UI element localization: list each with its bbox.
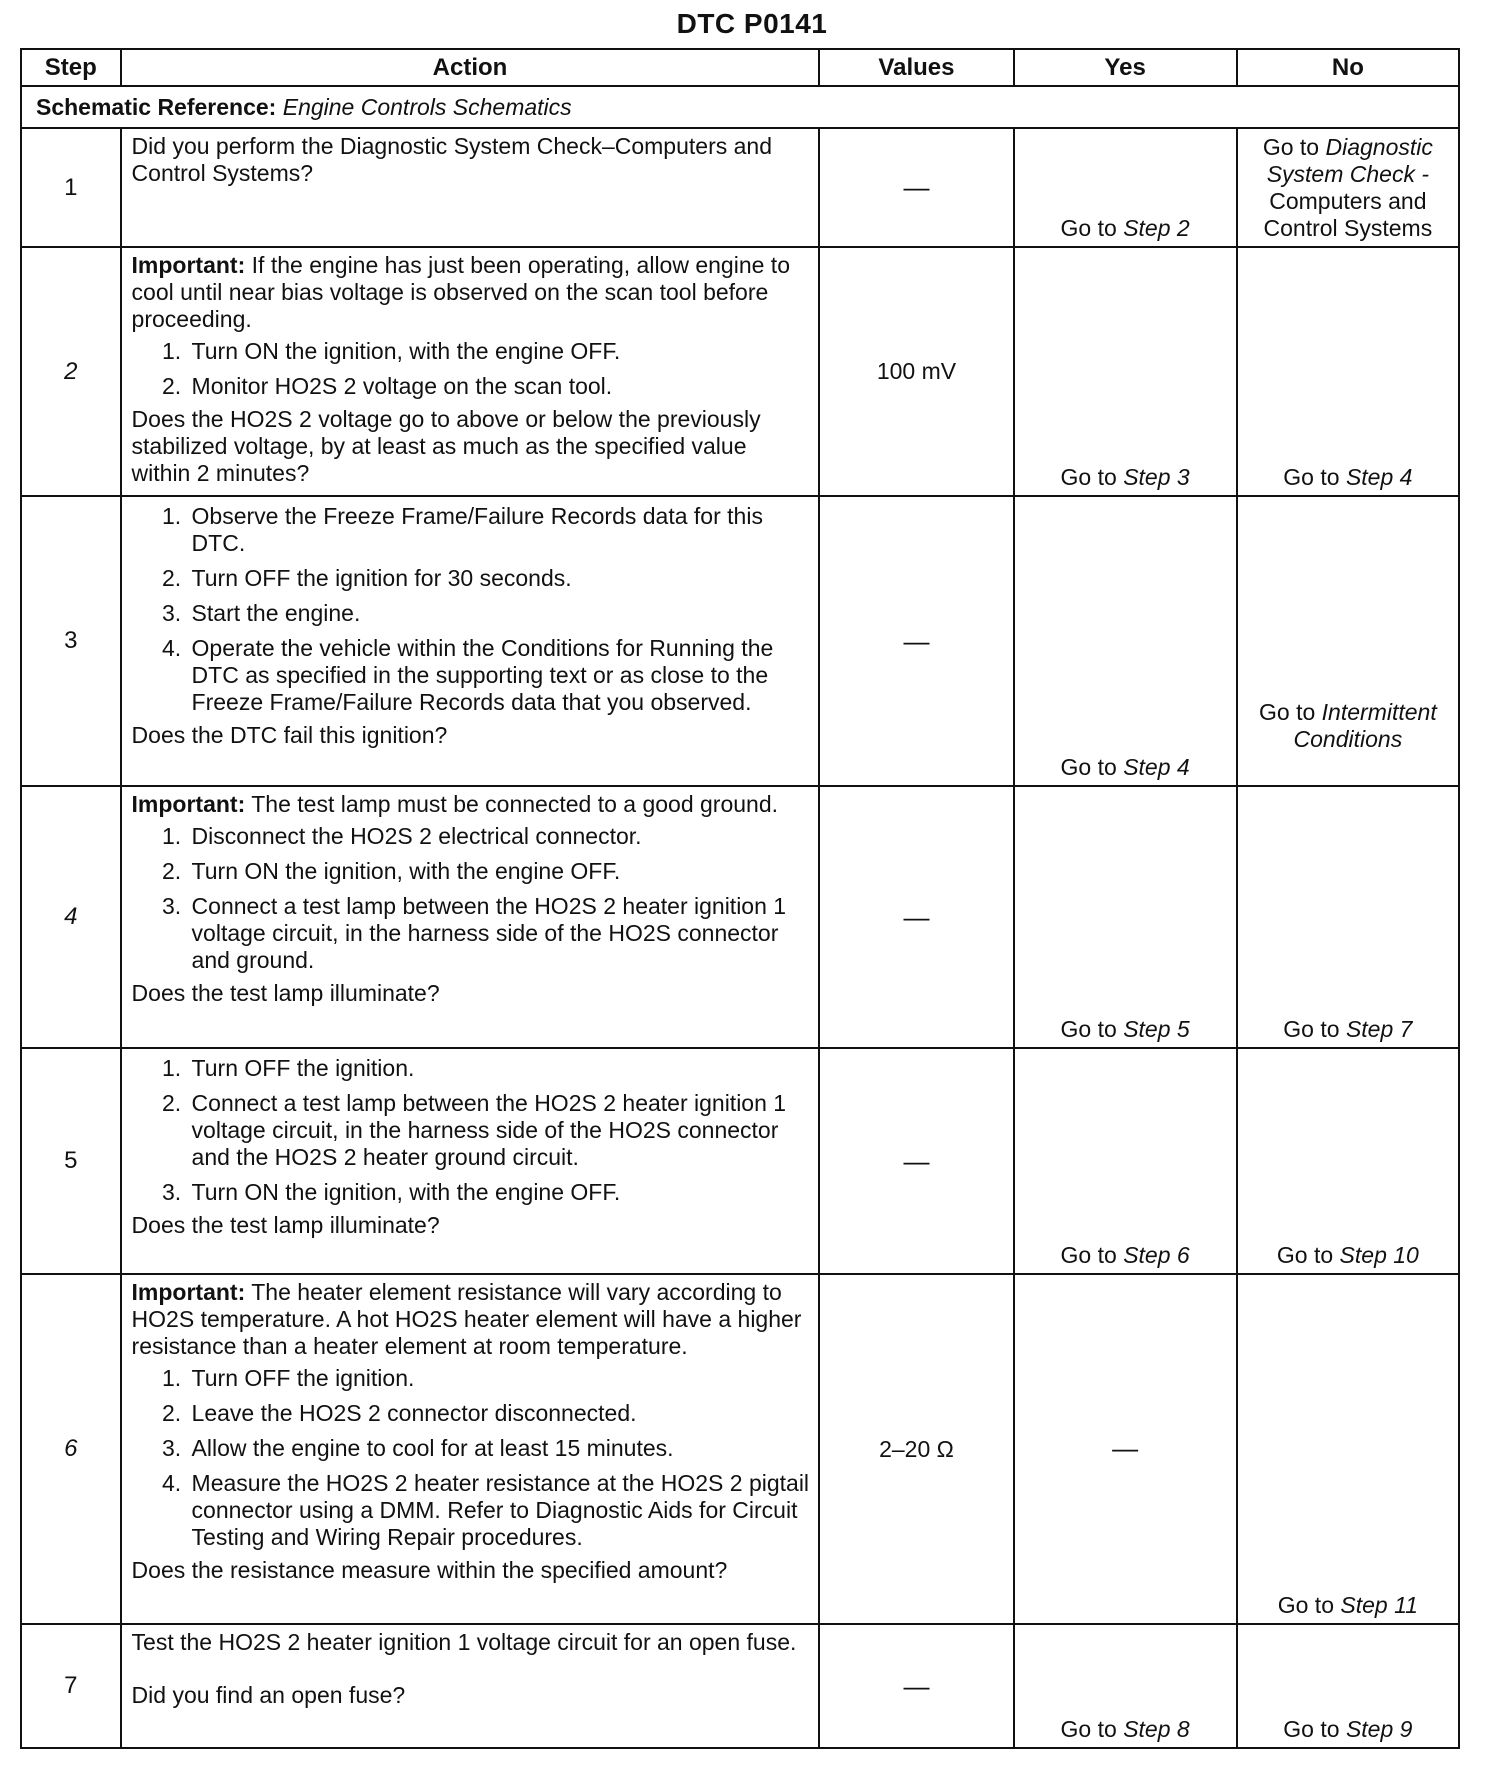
action-cell <box>121 128 820 247</box>
list-item: 2. Monitor HO2S 2 voltage on the scan tool. <box>188 373 811 400</box>
no-link: Step 4 <box>1345 464 1413 490</box>
no-cell <box>1237 496 1459 786</box>
important-note <box>132 1279 811 1360</box>
goto-text: Go to <box>1060 1242 1117 1268</box>
goto-text: Go to <box>1060 215 1117 241</box>
goto-text: Go to <box>1262 134 1320 160</box>
step-number: 5 <box>21 1048 121 1274</box>
action-list <box>132 338 811 400</box>
no-cell <box>1237 1624 1459 1748</box>
no-link: Step 7 <box>1345 1016 1413 1042</box>
value-cell: 2–20 Ω <box>819 1274 1013 1624</box>
schematic-reference <box>21 86 1459 128</box>
yes-link: Step 4 <box>1123 754 1190 780</box>
header-action: Action <box>121 49 820 86</box>
goto-text: Go to <box>1060 1716 1117 1742</box>
action-cell <box>121 1048 820 1274</box>
value-cell: 100 mV <box>819 247 1013 496</box>
action-list <box>132 823 811 974</box>
yes-cell <box>1014 247 1237 496</box>
action-list <box>132 1055 811 1206</box>
action-cell <box>121 1274 820 1624</box>
question-text: Does the HO2S 2 voltage go to above or below the previously stabilized voltage, by at least as much as the specified value within 2 minutes? <box>131 406 761 486</box>
yes-link: Step 2 <box>1123 215 1190 241</box>
action-cell <box>121 1624 820 1748</box>
goto-text: Go to <box>1283 1716 1340 1742</box>
schematic-label: Schematic Reference: <box>36 93 277 120</box>
table-row <box>21 1048 1459 1274</box>
important-note <box>132 252 811 333</box>
step-number: 4 <box>21 786 121 1048</box>
step-number: 3 <box>21 496 121 786</box>
header-row <box>21 49 1459 86</box>
important-note <box>132 791 811 818</box>
goto-text: Go to <box>1259 699 1316 725</box>
yes-link: Step 6 <box>1123 1242 1190 1268</box>
goto-text: Go to <box>1277 1592 1334 1618</box>
header-step: Step <box>21 49 121 86</box>
goto-text: Go to <box>1283 464 1340 490</box>
no-cell <box>1237 247 1459 496</box>
no-cell <box>1237 786 1459 1048</box>
table-row <box>21 247 1459 496</box>
list-item: 2. Turn ON the ignition, with the engine OFF. <box>188 858 811 885</box>
action-list <box>132 1365 811 1551</box>
list-item: 1. Turn OFF the ignition. <box>188 1055 811 1082</box>
no-link: Step 9 <box>1345 1716 1413 1742</box>
action-text: Test the HO2S 2 heater ignition 1 voltage circuit for an open fuse. <box>131 1629 797 1655</box>
list-item: 3. Allow the engine to cool for at least 15 minutes. <box>188 1435 811 1462</box>
no-cell <box>1237 128 1459 247</box>
step-number: 1 <box>21 128 121 247</box>
no-text-line: Control Systems <box>1263 215 1433 241</box>
step-number: 2 <box>21 247 121 496</box>
yes-cell <box>1014 786 1237 1048</box>
header-values: Values <box>819 49 1013 86</box>
list-item: 1. Turn ON the ignition, with the engine OFF. <box>188 338 811 365</box>
list-item: 3. Connect a test lamp between the HO2S 2 heater ignition 1 voltage circuit, in the harness side of the HO2S connector and ground. <box>188 893 811 974</box>
goto-text: Go to <box>1060 464 1117 490</box>
goto-text: Go to <box>1060 754 1117 780</box>
question-text: Does the test lamp illuminate? <box>131 980 440 1006</box>
action-cell <box>121 247 820 496</box>
list-item: 1. Disconnect the HO2S 2 electrical connector. <box>188 823 811 850</box>
no-cell <box>1237 1274 1459 1624</box>
no-cell <box>1237 1048 1459 1274</box>
yes-cell <box>1014 496 1237 786</box>
important-label: Important: <box>131 252 246 278</box>
value-cell: — <box>819 786 1013 1048</box>
yes-link: Step 3 <box>1123 464 1190 490</box>
page-title: DTC P0141 <box>676 8 828 39</box>
schematic-link: Engine Controls Schematics <box>282 93 572 120</box>
value-cell: — <box>819 1048 1013 1274</box>
no-link: Diagnostic <box>1325 134 1433 160</box>
value-cell: — <box>819 128 1013 247</box>
yes-link: Step 5 <box>1123 1016 1190 1042</box>
yes-cell <box>1014 1048 1237 1274</box>
list-item: 3. Turn ON the ignition, with the engine OFF. <box>188 1179 811 1206</box>
goto-text: Go to <box>1276 1242 1334 1268</box>
list-item: 2. Leave the HO2S 2 connector disconnected. <box>188 1400 811 1427</box>
table-row <box>21 786 1459 1048</box>
question-text: Does the test lamp illuminate? <box>131 1212 440 1238</box>
action-cell <box>121 786 820 1048</box>
no-link: Intermittent <box>1321 699 1437 725</box>
no-text-line: Computers and <box>1269 188 1427 214</box>
diagnostic-table <box>20 48 1460 1749</box>
important-text: If the engine has just been operating, allow engine to cool until near bias voltage is observed on the scan tool before proceeding. <box>131 252 790 332</box>
list-item: 1. Turn OFF the ignition. <box>188 1365 811 1392</box>
list-item: 3. Start the engine. <box>188 600 811 627</box>
header-no: No <box>1237 49 1459 86</box>
action-cell <box>121 496 820 786</box>
action-text: Did you perform the Diagnostic System Check–Computers and Control Systems? <box>131 133 772 186</box>
yes-cell <box>1014 1624 1237 1748</box>
no-link-line: System Check - <box>1266 161 1430 187</box>
list-item: 1. Observe the Freeze Frame/Failure Records data for this DTC. <box>188 503 811 557</box>
table-row <box>21 1624 1459 1748</box>
important-text: The test lamp must be connected to a good ground. <box>251 791 779 817</box>
action-list <box>132 503 811 716</box>
question-text: Does the resistance measure within the specified amount? <box>131 1557 728 1583</box>
yes-link: Step 8 <box>1123 1716 1190 1742</box>
table-row <box>21 1274 1459 1624</box>
header-yes: Yes <box>1014 49 1237 86</box>
goto-text: Go to <box>1283 1016 1340 1042</box>
important-label: Important: <box>131 791 246 817</box>
no-link-line: Conditions <box>1293 726 1403 752</box>
yes-cell: — <box>1014 1274 1237 1624</box>
list-item: 2. Turn OFF the ignition for 30 seconds. <box>188 565 811 592</box>
value-cell: — <box>819 1624 1013 1748</box>
table-row <box>21 496 1459 786</box>
list-item: 4. Operate the vehicle within the Conditions for Running the DTC as specified in the supporting text or as close to the Freeze Frame/Failure Records data that you observed. <box>188 635 811 716</box>
yes-cell <box>1014 128 1237 247</box>
schematic-row <box>21 86 1459 128</box>
value-cell: — <box>819 496 1013 786</box>
important-label: Important: <box>131 1279 246 1305</box>
goto-text: Go to <box>1060 1016 1117 1042</box>
list-item: 4. Measure the HO2S 2 heater resistance at the HO2S 2 pigtail connector using a DMM. Refer to Diagnostic Aids for Circuit Testing and Wiring Repair procedures. <box>188 1470 811 1551</box>
question-text: Does the DTC fail this ignition? <box>131 722 448 748</box>
question-text: Did you find an open fuse? <box>131 1682 406 1708</box>
step-number: 7 <box>21 1624 121 1748</box>
step-number: 6 <box>21 1274 121 1624</box>
table-row <box>21 128 1459 247</box>
important-text: The heater element resistance will vary according to HO2S temperature. A hot HO2S heater element will have a higher resistance than a heater element at room temperature. <box>131 1279 802 1359</box>
no-link: Step 10 <box>1339 1242 1419 1268</box>
list-item: 2. Connect a test lamp between the HO2S 2 heater ignition 1 voltage circuit, in the harness side of the HO2S connector and the HO2S 2 heater ground circuit. <box>188 1090 811 1171</box>
no-link: Step 11 <box>1340 1592 1418 1618</box>
